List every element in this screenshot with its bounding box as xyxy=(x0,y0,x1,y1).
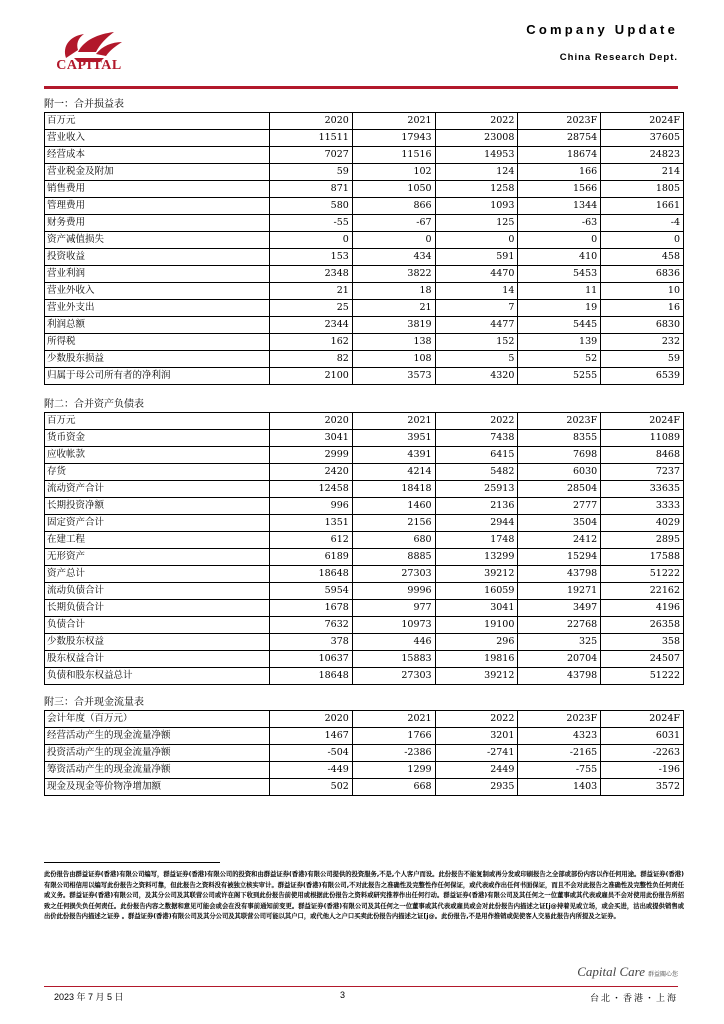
brand-tagline: 群益關心您 xyxy=(647,972,678,978)
table-row xyxy=(45,334,684,351)
value-cell: 82 xyxy=(270,351,353,368)
table-row xyxy=(45,481,684,498)
value-cell: 3201 xyxy=(435,728,518,745)
value-cell: 25 xyxy=(270,300,353,317)
value-cell: 7 xyxy=(435,300,518,317)
row-label: 在建工程 xyxy=(45,532,270,549)
value-cell: 5445 xyxy=(518,317,601,334)
value-cell: 2348 xyxy=(270,266,353,283)
value-cell: 25913 xyxy=(435,481,518,498)
table-row xyxy=(45,600,684,617)
row-label: 财务费用 xyxy=(45,215,270,232)
value-cell: 18648 xyxy=(270,566,353,583)
table-row xyxy=(45,232,684,249)
page-number: 3 xyxy=(340,990,346,1000)
row-label: 长期负债合计 xyxy=(45,600,270,617)
brand-name: Capital Care xyxy=(577,964,645,979)
table-row xyxy=(45,668,684,685)
cash-flow-section xyxy=(44,696,684,796)
row-label: 经营活动产生的现金流量净额 xyxy=(45,728,270,745)
value-cell: -2263 xyxy=(601,745,684,762)
table-row xyxy=(45,728,684,745)
row-label: 利润总额 xyxy=(45,317,270,334)
value-cell: -63 xyxy=(518,215,601,232)
report-type-title: Company Update xyxy=(526,22,678,37)
value-cell: 2024F xyxy=(601,711,684,728)
table-row xyxy=(45,464,684,481)
value-cell: 2024F xyxy=(601,113,684,130)
table-header-row xyxy=(45,711,684,728)
value-cell: 138 xyxy=(352,334,435,351)
row-label: 负债合计 xyxy=(45,617,270,634)
value-cell: 410 xyxy=(518,249,601,266)
value-cell: 2412 xyxy=(518,532,601,549)
value-cell: 612 xyxy=(270,532,353,549)
table-row xyxy=(45,745,684,762)
row-label: 少数股东损益 xyxy=(45,351,270,368)
value-cell: 18418 xyxy=(352,481,435,498)
table-row xyxy=(45,498,684,515)
value-cell: 3951 xyxy=(352,430,435,447)
value-cell: 14 xyxy=(435,283,518,300)
value-cell: 0 xyxy=(270,232,353,249)
value-cell: 11511 xyxy=(270,130,353,147)
value-cell: 21 xyxy=(352,300,435,317)
value-cell: 2021 xyxy=(352,711,435,728)
value-cell: 1344 xyxy=(518,198,601,215)
value-cell: 39212 xyxy=(435,566,518,583)
value-cell: 3041 xyxy=(270,430,353,447)
value-cell: 2023F xyxy=(518,711,601,728)
value-cell: 2935 xyxy=(435,779,518,796)
value-cell: 1566 xyxy=(518,181,601,198)
row-label: 资产减值损失 xyxy=(45,232,270,249)
value-cell: 2022 xyxy=(435,711,518,728)
value-cell: 9996 xyxy=(352,583,435,600)
table-row xyxy=(45,181,684,198)
value-cell: 8885 xyxy=(352,549,435,566)
value-cell: 6189 xyxy=(270,549,353,566)
value-cell: 21 xyxy=(270,283,353,300)
table-row xyxy=(45,549,684,566)
header-divider xyxy=(44,86,678,89)
value-cell: 15883 xyxy=(352,651,435,668)
value-cell: 7698 xyxy=(518,447,601,464)
row-label: 归属于母公司所有者的净利润 xyxy=(45,368,270,385)
row-label: 销售费用 xyxy=(45,181,270,198)
value-cell: 4477 xyxy=(435,317,518,334)
value-cell: 24823 xyxy=(601,147,684,164)
value-cell: 166 xyxy=(518,164,601,181)
value-cell: 4323 xyxy=(518,728,601,745)
value-cell: 434 xyxy=(352,249,435,266)
office-cities: 台北・香港・上海 xyxy=(589,994,678,1004)
legal-disclaimer: 此份报告由群益证券(香港)有限公司编写，群益证券(香港)有限公司的投资和由群益证券(香港)有限公司提供的投资服务,不是,个人客户而设。此份报告不能复制或再分发或印刷报告之全部或部份内容以作任何用途。群益证券(香港)有限公司相信用以编写此份报告之资料可靠，但此报告之资料没有被独立核实审计。群益证券(香港)有限公司,不对此报告之准确性及完整性作任何保证，或代表或作出任何书面保证，而且不会对此报告之准确性及完整性负任何责任或义务。群益证券(香港)有限公司，及其分公司及其联营公司或许在阁下收到此份报告前使用或根据此份报告之资料或研究推荐作出任何行动。群益证券(香港)有限公司及其任何之一位董事或其代表或雇员不会对使用此份报告所招致之任何损失负任何责任。此份报告内容之数据和意见可能会或会在没有事前通知前变更。群益证券(香港)有限公司及其任何之一位董事或其代表或雇员或会对此份报告内描述之证[j@持着见或立场，或会买进，沽出或提供销售或出价此份报告内描述之证券 。群益证券(香港)有限公司及其分公司及其联营公司可能以其户口，或代他人之户口买卖此份报告内描述之证[j@。此份报告,不是用作推销或促使客人交易此报告内所提及之证券。 xyxy=(44,871,684,921)
value-cell: 3333 xyxy=(601,498,684,515)
value-cell: 2021 xyxy=(352,113,435,130)
value-cell: -55 xyxy=(270,215,353,232)
value-cell: 1766 xyxy=(352,728,435,745)
value-cell: 19100 xyxy=(435,617,518,634)
value-cell: 0 xyxy=(435,232,518,249)
value-cell: 996 xyxy=(270,498,353,515)
value-cell: 7027 xyxy=(270,147,353,164)
table-row xyxy=(45,317,684,334)
row-label: 现金及现金等价物净增加额 xyxy=(45,779,270,796)
value-cell: 2999 xyxy=(270,447,353,464)
table-row xyxy=(45,300,684,317)
department-subtitle: China Research Dept. xyxy=(559,52,678,63)
value-cell: 1661 xyxy=(601,198,684,215)
value-cell: 446 xyxy=(352,634,435,651)
row-label: 营业外收入 xyxy=(45,283,270,300)
value-cell: 3041 xyxy=(435,600,518,617)
balance-sheet-title: 附二：合并资产负债表 xyxy=(44,399,144,410)
value-cell: 153 xyxy=(270,249,353,266)
value-cell: 3572 xyxy=(601,779,684,796)
value-cell: 5954 xyxy=(270,583,353,600)
value-cell: 3822 xyxy=(352,266,435,283)
value-cell: -755 xyxy=(518,762,601,779)
value-cell: 6030 xyxy=(518,464,601,481)
value-cell: 5453 xyxy=(518,266,601,283)
income-statement-title: 附一：合并损益表 xyxy=(44,99,124,110)
value-cell: 139 xyxy=(518,334,601,351)
value-cell: 108 xyxy=(352,351,435,368)
value-cell: 26358 xyxy=(601,617,684,634)
value-cell: 22768 xyxy=(518,617,601,634)
row-label: 资产总计 xyxy=(45,566,270,583)
value-cell: 28504 xyxy=(518,481,601,498)
value-cell: 10 xyxy=(601,283,684,300)
value-cell: 6415 xyxy=(435,447,518,464)
table-row xyxy=(45,430,684,447)
value-cell: 7438 xyxy=(435,430,518,447)
report-date: 2023 年 7 月 5 日 xyxy=(54,992,124,1002)
value-cell: 591 xyxy=(435,249,518,266)
value-cell: 5482 xyxy=(435,464,518,481)
table-row xyxy=(45,215,684,232)
value-cell: 4470 xyxy=(435,266,518,283)
value-cell: 6830 xyxy=(601,317,684,334)
value-cell: 19271 xyxy=(518,583,601,600)
value-cell: 152 xyxy=(435,334,518,351)
value-cell: 11 xyxy=(518,283,601,300)
value-cell: 977 xyxy=(352,600,435,617)
table-row xyxy=(45,651,684,668)
value-cell: 1460 xyxy=(352,498,435,515)
value-cell: 4029 xyxy=(601,515,684,532)
table-row xyxy=(45,249,684,266)
row-label: 货币资金 xyxy=(45,430,270,447)
value-cell: 0 xyxy=(601,232,684,249)
value-cell: 1678 xyxy=(270,600,353,617)
value-cell: 3573 xyxy=(352,368,435,385)
value-cell: 124 xyxy=(435,164,518,181)
footnote-divider xyxy=(44,862,220,863)
value-cell: 1258 xyxy=(435,181,518,198)
value-cell: 0 xyxy=(518,232,601,249)
footer-divider xyxy=(44,986,678,987)
value-cell: 1299 xyxy=(352,762,435,779)
value-cell: 2777 xyxy=(518,498,601,515)
value-cell: 2023F xyxy=(518,113,601,130)
table-row xyxy=(45,583,684,600)
value-cell: 2449 xyxy=(435,762,518,779)
row-label: 长期投资净额 xyxy=(45,498,270,515)
value-cell: 22162 xyxy=(601,583,684,600)
row-label: 股东权益合计 xyxy=(45,651,270,668)
cash-flow-table xyxy=(44,710,684,796)
table-row xyxy=(45,164,684,181)
value-cell: 59 xyxy=(270,164,353,181)
table-row xyxy=(45,351,684,368)
value-cell: 3504 xyxy=(518,515,601,532)
value-cell: 4320 xyxy=(435,368,518,385)
table-row xyxy=(45,198,684,215)
value-cell: 4196 xyxy=(601,600,684,617)
value-cell: 16059 xyxy=(435,583,518,600)
value-cell: -67 xyxy=(352,215,435,232)
row-label: 存货 xyxy=(45,464,270,481)
value-cell: 12458 xyxy=(270,481,353,498)
row-label: 流动资产合计 xyxy=(45,481,270,498)
row-label: 投资收益 xyxy=(45,249,270,266)
value-cell: 20704 xyxy=(518,651,601,668)
capital-care-brand xyxy=(577,964,678,980)
value-cell: 6031 xyxy=(601,728,684,745)
value-cell: 2944 xyxy=(435,515,518,532)
value-cell: -2386 xyxy=(352,745,435,762)
value-cell: 866 xyxy=(352,198,435,215)
value-cell: 4214 xyxy=(352,464,435,481)
value-cell: -196 xyxy=(601,762,684,779)
value-cell: 18648 xyxy=(270,668,353,685)
value-cell: 8355 xyxy=(518,430,601,447)
value-cell: 28754 xyxy=(518,130,601,147)
table-row xyxy=(45,634,684,651)
table-header-row xyxy=(45,113,684,130)
row-label: 百万元 xyxy=(45,413,270,430)
table-row xyxy=(45,762,684,779)
row-label: 投资活动产生的现金流量净额 xyxy=(45,745,270,762)
value-cell: 2420 xyxy=(270,464,353,481)
value-cell: 7237 xyxy=(601,464,684,481)
value-cell: 2023F xyxy=(518,413,601,430)
row-label: 营业外支出 xyxy=(45,300,270,317)
value-cell: 4391 xyxy=(352,447,435,464)
value-cell: 5 xyxy=(435,351,518,368)
value-cell: 296 xyxy=(435,634,518,651)
value-cell: 102 xyxy=(352,164,435,181)
value-cell: 43798 xyxy=(518,566,601,583)
value-cell: 51222 xyxy=(601,668,684,685)
row-label: 管理费用 xyxy=(45,198,270,215)
table-row xyxy=(45,532,684,549)
value-cell: 33635 xyxy=(601,481,684,498)
cash-flow-title: 附三：合并现金流量表 xyxy=(44,697,144,708)
row-label: 无形资产 xyxy=(45,549,270,566)
value-cell: 2020 xyxy=(270,113,353,130)
value-cell: 18 xyxy=(352,283,435,300)
row-label: 营业收入 xyxy=(45,130,270,147)
row-label: 应收帐款 xyxy=(45,447,270,464)
value-cell: 43798 xyxy=(518,668,601,685)
balance-sheet-section xyxy=(44,398,684,685)
table-header-row xyxy=(45,413,684,430)
income-statement-table xyxy=(44,112,684,385)
value-cell: 19816 xyxy=(435,651,518,668)
value-cell: 27303 xyxy=(352,668,435,685)
value-cell: 125 xyxy=(435,215,518,232)
value-cell: 1351 xyxy=(270,515,353,532)
table-row xyxy=(45,566,684,583)
row-label: 会计年度（百万元） xyxy=(45,711,270,728)
value-cell: 580 xyxy=(270,198,353,215)
value-cell: 52 xyxy=(518,351,601,368)
value-cell: 2136 xyxy=(435,498,518,515)
value-cell: 1805 xyxy=(601,181,684,198)
value-cell: 1093 xyxy=(435,198,518,215)
value-cell: 10973 xyxy=(352,617,435,634)
balance-sheet-table xyxy=(44,412,684,685)
value-cell: 2020 xyxy=(270,711,353,728)
value-cell: 11516 xyxy=(352,147,435,164)
value-cell: 7632 xyxy=(270,617,353,634)
value-cell: 19 xyxy=(518,300,601,317)
table-row xyxy=(45,266,684,283)
table-row xyxy=(45,779,684,796)
value-cell: 14953 xyxy=(435,147,518,164)
value-cell: 2100 xyxy=(270,368,353,385)
value-cell: 39212 xyxy=(435,668,518,685)
table-row xyxy=(45,283,684,300)
value-cell: 2021 xyxy=(352,413,435,430)
row-label: 筹资活动产生的现金流量净额 xyxy=(45,762,270,779)
value-cell: 37605 xyxy=(601,130,684,147)
value-cell: 15294 xyxy=(518,549,601,566)
table-row xyxy=(45,147,684,164)
value-cell: -449 xyxy=(270,762,353,779)
value-cell: -4 xyxy=(601,215,684,232)
table-row xyxy=(45,447,684,464)
table-row xyxy=(45,617,684,634)
row-label: 百万元 xyxy=(45,113,270,130)
row-label: 负债和股东权益总计 xyxy=(45,668,270,685)
value-cell: 16 xyxy=(601,300,684,317)
value-cell: 6539 xyxy=(601,368,684,385)
value-cell: -504 xyxy=(270,745,353,762)
value-cell: 680 xyxy=(352,532,435,549)
value-cell: 214 xyxy=(601,164,684,181)
value-cell: -2741 xyxy=(435,745,518,762)
value-cell: 1748 xyxy=(435,532,518,549)
value-cell: 358 xyxy=(601,634,684,651)
value-cell: 502 xyxy=(270,779,353,796)
value-cell: 18674 xyxy=(518,147,601,164)
value-cell: 2024F xyxy=(601,413,684,430)
value-cell: 59 xyxy=(601,351,684,368)
value-cell: 2022 xyxy=(435,113,518,130)
value-cell: 8468 xyxy=(601,447,684,464)
value-cell: 232 xyxy=(601,334,684,351)
value-cell: 0 xyxy=(352,232,435,249)
value-cell: 3819 xyxy=(352,317,435,334)
table-row xyxy=(45,130,684,147)
row-label: 固定资产合计 xyxy=(45,515,270,532)
value-cell: 51222 xyxy=(601,566,684,583)
value-cell: 2156 xyxy=(352,515,435,532)
value-cell: 2344 xyxy=(270,317,353,334)
value-cell: 23008 xyxy=(435,130,518,147)
table-row xyxy=(45,368,684,385)
value-cell: 1403 xyxy=(518,779,601,796)
value-cell: 162 xyxy=(270,334,353,351)
value-cell: 3497 xyxy=(518,600,601,617)
value-cell: 458 xyxy=(601,249,684,266)
value-cell: 378 xyxy=(270,634,353,651)
row-label: 少数股东权益 xyxy=(45,634,270,651)
value-cell: 10637 xyxy=(270,651,353,668)
income-statement-section xyxy=(44,98,684,385)
value-cell: 27303 xyxy=(352,566,435,583)
value-cell: -2165 xyxy=(518,745,601,762)
row-label: 经营成本 xyxy=(45,147,270,164)
value-cell: 2022 xyxy=(435,413,518,430)
value-cell: 5255 xyxy=(518,368,601,385)
row-label: 营业利润 xyxy=(45,266,270,283)
value-cell: 325 xyxy=(518,634,601,651)
value-cell: 13299 xyxy=(435,549,518,566)
value-cell: 1050 xyxy=(352,181,435,198)
value-cell: 1467 xyxy=(270,728,353,745)
logo-wordmark: CAPITAL xyxy=(56,58,122,73)
row-label: 流动负债合计 xyxy=(45,583,270,600)
value-cell: 6836 xyxy=(601,266,684,283)
value-cell: 668 xyxy=(352,779,435,796)
value-cell: 2020 xyxy=(270,413,353,430)
value-cell: 17588 xyxy=(601,549,684,566)
value-cell: 11089 xyxy=(601,430,684,447)
table-row xyxy=(45,515,684,532)
row-label: 营业税金及附加 xyxy=(45,164,270,181)
value-cell: 2895 xyxy=(601,532,684,549)
row-label: 所得税 xyxy=(45,334,270,351)
value-cell: 17943 xyxy=(352,130,435,147)
value-cell: 24507 xyxy=(601,651,684,668)
value-cell: 871 xyxy=(270,181,353,198)
